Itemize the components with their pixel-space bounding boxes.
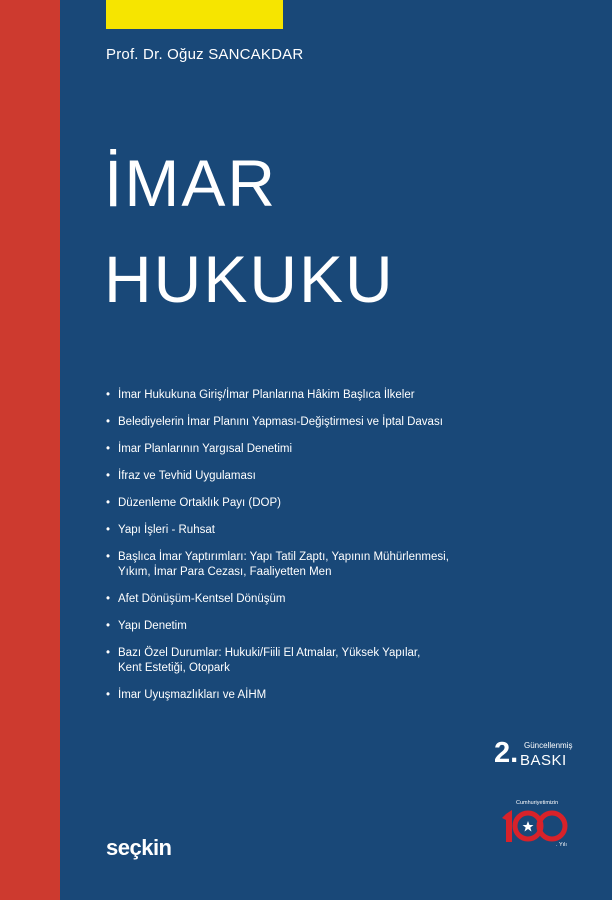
topic-item: • Yapı İşleri - Ruhsat (106, 523, 576, 538)
edition-number: 2. (494, 737, 519, 769)
topic-item: • Belediyelerin İmar Planını Yapması-Değiştirmesi ve İptal Davası (106, 415, 576, 430)
title-line-2: HUKUKU (104, 242, 395, 316)
topic-list (106, 388, 576, 715)
centenary-100-logo (498, 806, 574, 846)
topic-item: • Başlıca İmar Yaptırımları: Yapı Tatil Zaptı, Yapının Mühürlenmesi, Yıkım, İmar Para Cezası, Faaliyetten Men (106, 550, 463, 580)
red-spine (0, 0, 60, 900)
topic-item: • İmar Hukukuna Giriş/İmar Planlarına Hâkim Başlıca İlkeler (106, 388, 576, 403)
publisher-logo: seçkin (106, 835, 172, 860)
edition-word: BASKI (520, 752, 567, 769)
author-name: Prof. Dr. Oğuz SANCAKDAR (106, 46, 304, 63)
topic-item: • Düzenleme Ortaklık Payı (DOP) (106, 496, 576, 511)
badge-top-text: Cumhuriyetimizin (516, 800, 559, 806)
topic-item: • Afet Dönüşüm-Kentsel Dönüşüm (106, 592, 576, 607)
edition-updated-label: Güncellenmiş (524, 741, 573, 750)
topic-item: • İmar Uyuşmazlıkları ve AİHM (106, 688, 576, 703)
republic-centenary-badge (498, 800, 574, 855)
topic-item: • İfraz ve Tevhid Uygulaması (106, 469, 576, 484)
topic-item: • Bazı Özel Durumlar: Hukuki/Fiili El Atmalar, Yüksek Yapılar, Kent Estetiği, Otopark (106, 646, 423, 676)
topic-item: • İmar Planlarının Yargısal Denetimi (106, 442, 576, 457)
topic-item: • Yapı Denetim (106, 619, 576, 634)
title-line-1: İMAR (104, 146, 277, 220)
badge-bottom-text: . Yılı (556, 842, 567, 848)
yellow-accent-bar (106, 0, 283, 29)
